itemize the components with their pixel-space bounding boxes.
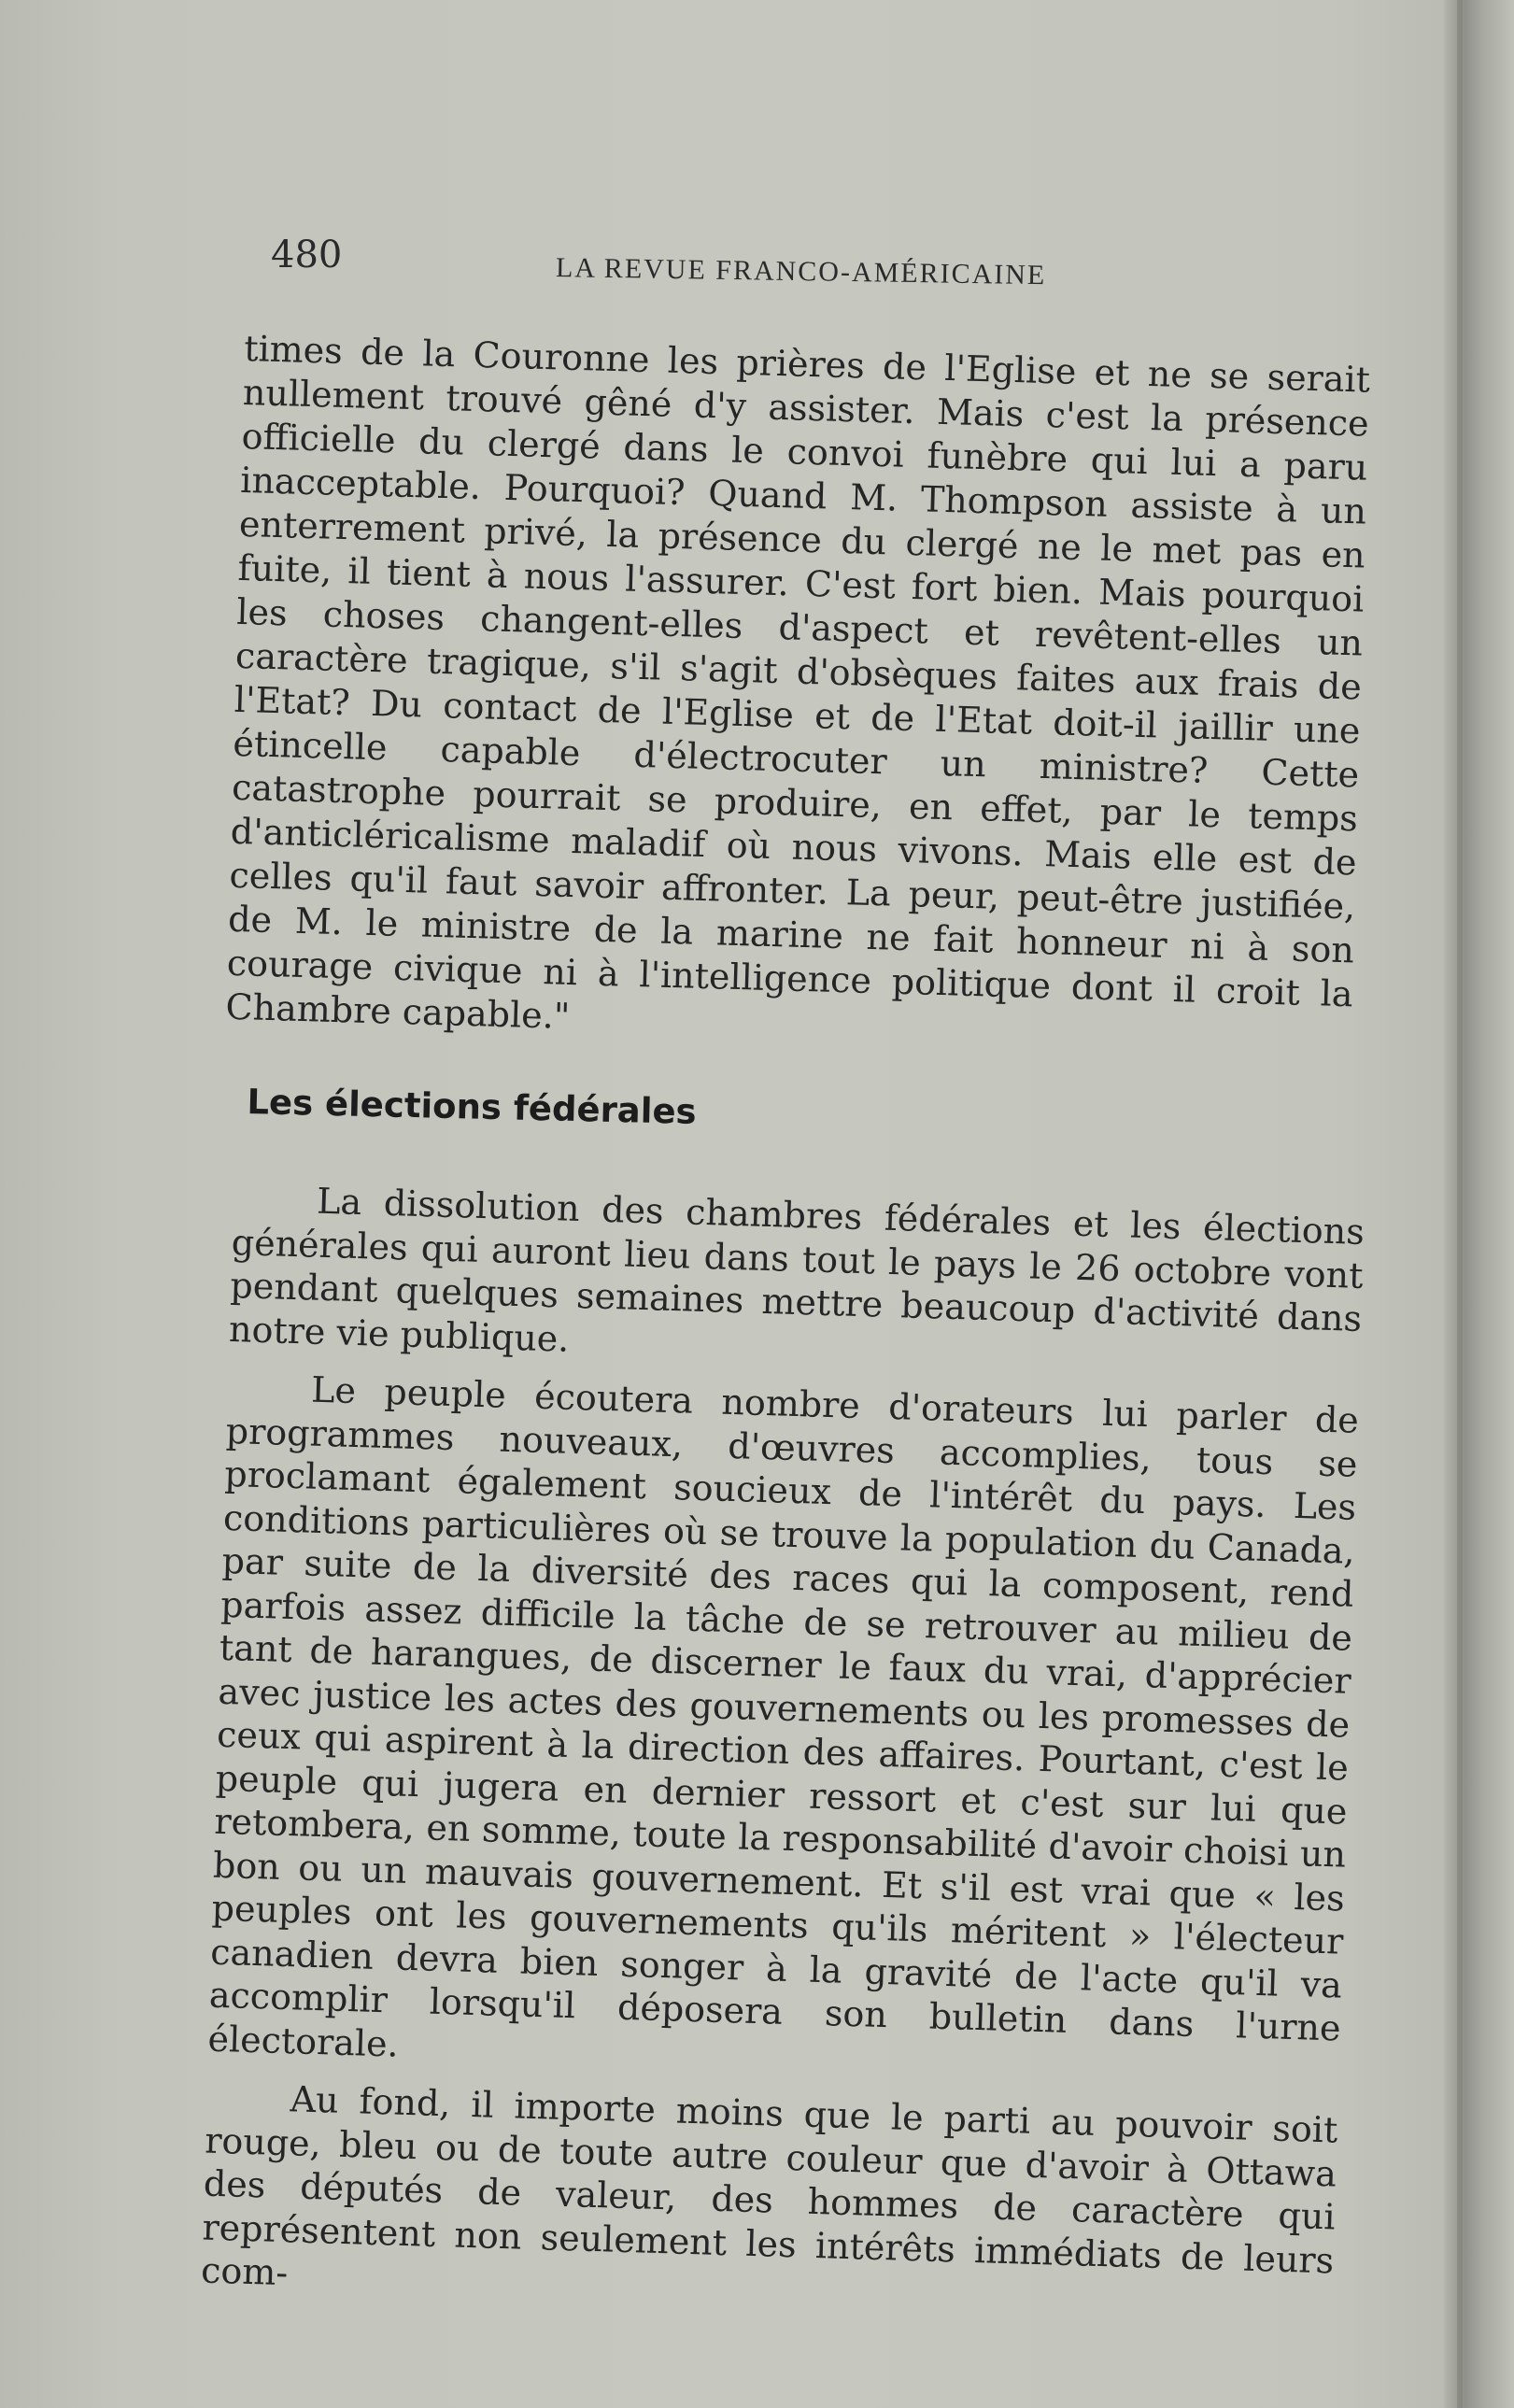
continuation-paragraph-block xyxy=(225,327,1371,1060)
book-gutter-fold xyxy=(1457,0,1463,2408)
book-gutter-shadow xyxy=(1444,0,1514,2408)
paragraph-au-fond: Au fond, il importe moins que le parti au pouvoir soit rouge, bleu ou de toute autre couleur que d'avoir à Ottawa des députés de valeur, des hommes de caractère qui représentent non seulement les intérêts immédiats de leurs com- xyxy=(200,2078,1338,2294)
page-header xyxy=(271,234,1364,290)
paragraph-dissolution: La dissolution des chambres fédérales et les élections générales qui auront lieu dans tout le pays le 26 octobre vont pendant quelques semaines mettre beaucoup d'activité dans notre vie publique. xyxy=(228,1180,1365,1360)
continuation-paragraph: times de la Couronne les prières de l'Eglise et ne se serait nullement trouvé gêné d'y assister. Mais c'est la présence officielle du clergé dans le convoi funèbre qui lui a paru inacceptable. Pourquoi? Quand M. Thompson assiste à un enterrement privé, la présence du clergé ne le met pas en fuite, il tient à nous l'assurer. C'est fort bien. Mais pourquoi les choses changent-elles d'aspect et revêtent-elles un caractère tragique, s'il s'agit d'obsèques faites aux frais de l'Etat? Du contact de l'Eglise et de l'Etat doit-il jaillir une étincelle capable d'électrocuter un ministre? Cette catastrophe pourrait se produire, en effet, par le temps d'anticléricalisme maladif où nous vivons. Mais elle est de celles qu'il faut savoir affronter. La peur, peut-être justifiée, de M. le ministre de la marine ne fait honneur ni à son courage civique ni à l'intelligence politique dont il croit la Chambre capable." xyxy=(225,327,1371,1038)
section-body xyxy=(201,1177,1365,2326)
paragraph-peuple: Le peuple écoutera nombre d'orateurs lui parler de programmes nouveaux, d'œuvres accomplies, tous se proclamant également soucieux de l'intérêt du pays. Les conditions particulières où se trouve la population du Canada, par suite de la diversité des races qui la composent, rend parfois assez difficile la tâche de se retrouver au milieu de tant de harangues, de discerner le faux du vrai, d'apprécier avec justice les actes des gouvernements ou les promesses de ceux qui aspirent à la direction des affaires. Pourtant, c'est le peuple qui jugera en dernier ressort et c'est sur lui que retombera, en somme, toute la responsabilité d'avoir choisi un bon ou un mauvais gouvernement. Et s'il est vrai que « les peuples ont les gouvernements qu'ils méritent » l'électeur canadien devra bien songer à la gravité de l'acte qu'il va accomplir lorsqu'il déposera son bulletin dans l'urne électorale. xyxy=(206,1368,1360,2065)
page-number: 480 xyxy=(271,234,343,276)
running-title: LA REVUE FRANCO-AMÉRICAINE xyxy=(555,252,1047,291)
section-heading: Les élections fédérales xyxy=(247,1082,698,1132)
